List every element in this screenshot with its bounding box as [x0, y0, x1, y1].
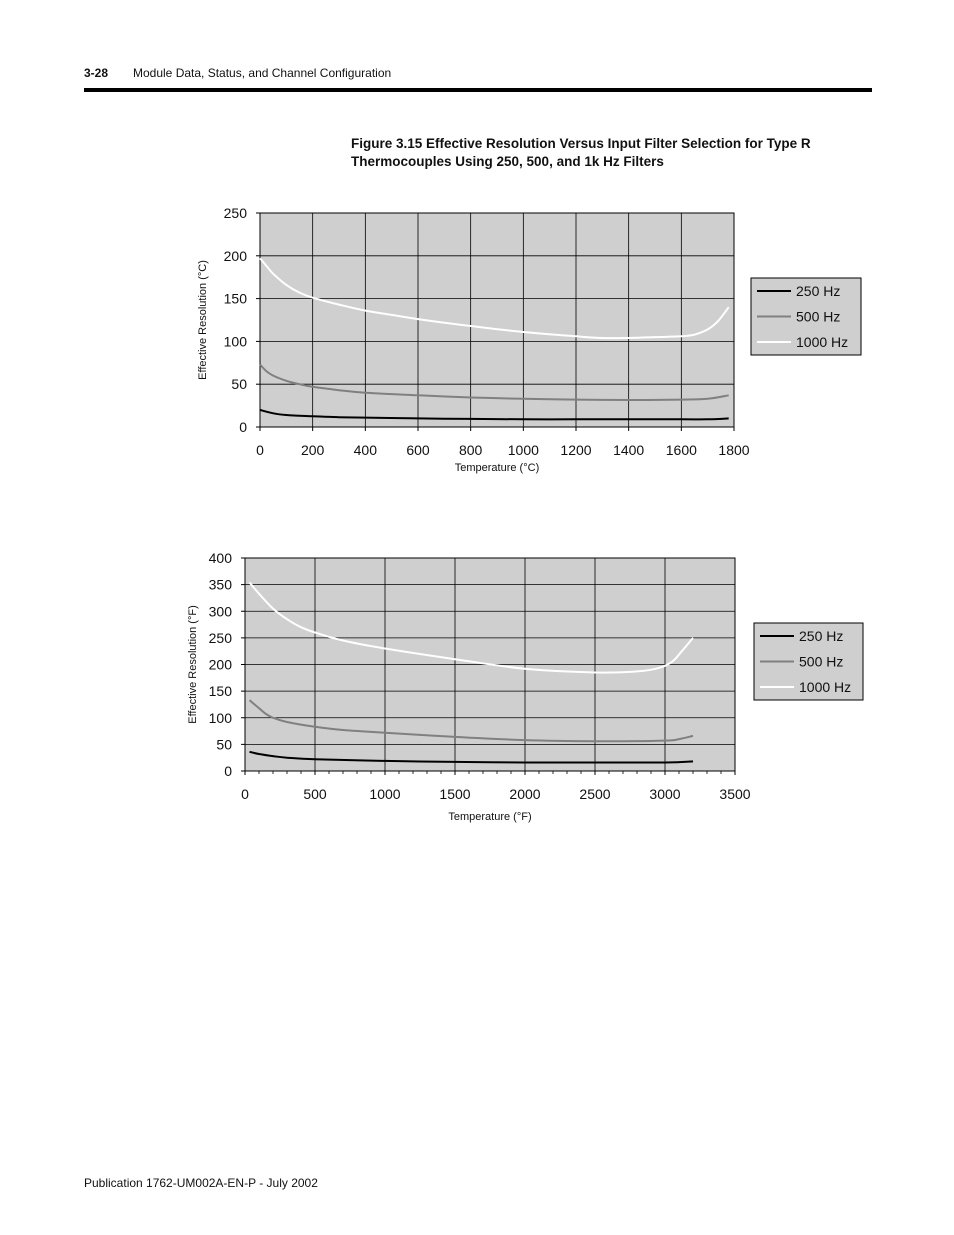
legend-label: 1000 Hz	[799, 679, 852, 695]
legend	[754, 623, 863, 700]
page-number: 3-28	[84, 66, 109, 80]
x-tick-label: 2500	[579, 786, 611, 802]
x-tick-label: 3000	[649, 786, 681, 802]
x-tick-label: 0	[241, 786, 249, 802]
legend-label: 250 Hz	[799, 628, 844, 644]
figure-caption	[351, 135, 811, 171]
x-tick-label: 1600	[665, 442, 697, 458]
x-axis-label: Temperature (°C)	[454, 462, 540, 474]
plot-area	[260, 213, 734, 427]
y-tick-label: 250	[223, 205, 247, 221]
x-tick-label: 0	[256, 442, 264, 458]
caption-line-1: Figure 3.15 Effective Resolution Versus Input Filter Selection for Type R	[351, 136, 811, 151]
x-tick-label: 1200	[560, 442, 592, 458]
y-tick-label: 150	[223, 290, 247, 307]
x-tick-label: 3500	[719, 786, 751, 802]
y-tick-label: 350	[208, 576, 232, 593]
legend-label: 500 Hz	[799, 653, 844, 670]
y-tick-label: 0	[239, 419, 247, 435]
y-tick-label: 50	[231, 376, 247, 393]
x-tick-label: 400	[353, 442, 378, 458]
x-tick-label: 600	[406, 442, 430, 458]
page-header	[84, 66, 392, 80]
y-tick-label: 50	[216, 736, 232, 753]
y-tick-label: 100	[208, 709, 232, 726]
chart-celsius-svg	[0, 195, 954, 485]
y-tick-label: 200	[223, 247, 247, 264]
y-tick-label: 200	[208, 656, 232, 673]
caption-line-2: Thermocouples Using 250, 500, and 1k Hz Filters	[351, 154, 664, 169]
legend-label: 250 Hz	[796, 283, 841, 299]
x-tick-label: 1000	[369, 786, 401, 802]
y-tick-label: 0	[224, 763, 232, 779]
x-axis-label: Temperature (°F)	[448, 811, 532, 823]
y-axis-label: Effective Resolution (°C)	[197, 260, 209, 380]
x-tick-label: 1800	[718, 442, 750, 458]
chart-fahrenheit-svg	[0, 540, 954, 830]
y-tick-label: 300	[208, 603, 232, 620]
y-axis-label: Effective Resolution (°F)	[187, 605, 199, 724]
y-tick-label: 250	[208, 629, 232, 646]
x-tick-label: 1500	[439, 786, 471, 802]
y-tick-label: 150	[208, 683, 232, 700]
x-tick-label: 2000	[509, 786, 541, 802]
y-tick-label: 400	[208, 550, 232, 566]
x-tick-label: 1400	[613, 442, 645, 458]
chart-fahrenheit	[0, 540, 954, 830]
legend-label: 500 Hz	[796, 308, 841, 325]
y-tick-label: 100	[223, 333, 247, 350]
x-tick-label: 500	[303, 786, 327, 802]
page-footer: Publication 1762-UM002A-EN-P - July 2002	[84, 1176, 318, 1190]
section-title: Module Data, Status, and Channel Configuration	[133, 66, 392, 80]
x-tick-label: 800	[458, 442, 483, 458]
header-rule	[84, 88, 872, 92]
legend	[751, 278, 861, 355]
x-tick-label: 200	[300, 442, 325, 458]
legend-label: 1000 Hz	[796, 334, 849, 350]
x-tick-label: 1000	[507, 442, 539, 458]
chart-celsius	[0, 195, 954, 485]
